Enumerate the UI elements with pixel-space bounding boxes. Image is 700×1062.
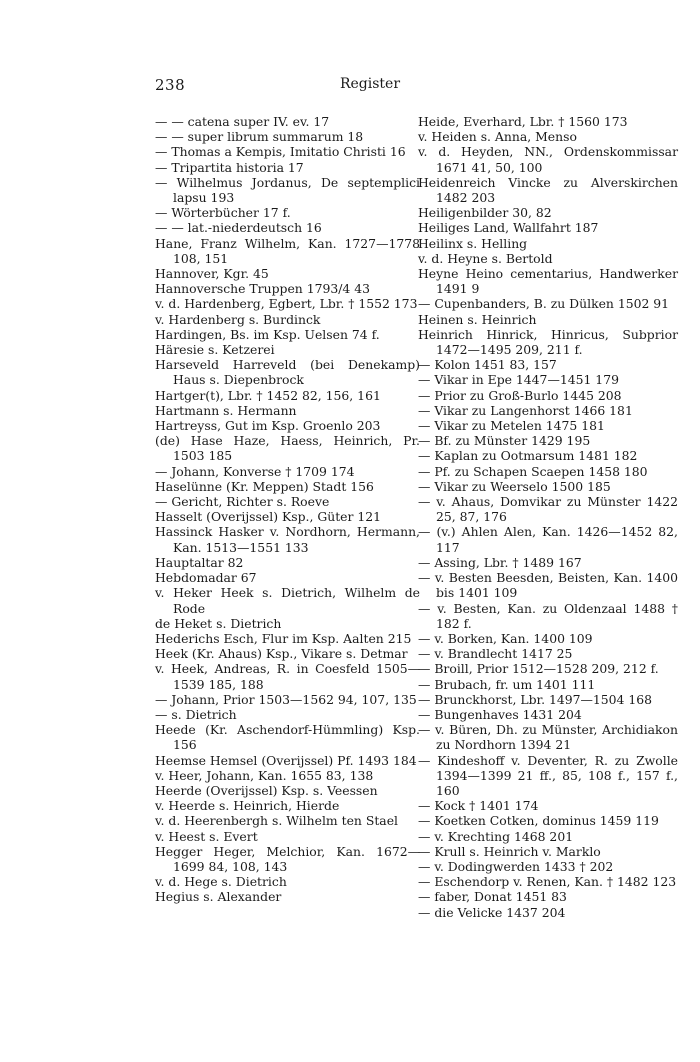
index-entry: Heede (Kr. Aschendorf-Hümmling) Ksp. 156: [155, 722, 420, 753]
index-entry: — Kaplan zu Ootmarsum 1481 182: [418, 448, 638, 464]
index-entry: Hasselt (Overijssel) Ksp., Güter 121: [155, 509, 382, 525]
index-entry: v. d. Heyden, NN., Ordenskommissar 1671 41, 50, 100: [418, 144, 678, 175]
index-entry: v. d. Heyne s. Bertold: [418, 250, 553, 266]
index-entry: Heyne Heino cementarius, Handwerker 1491 9: [418, 266, 678, 297]
index-entry: — Prior zu Groß-Burlo 1445 208: [418, 387, 622, 403]
index-entry: Heidenreich Vincke zu Alverskirchen 1482 203: [418, 174, 678, 206]
index-entry: — v. Ahaus, Domvikar zu Münster 1422 25, 87, 176: [418, 494, 678, 525]
index-entry: — Pf. zu Schapen Scaepen 1458 180: [418, 463, 648, 479]
index-entry: — Eschendorp v. Renen, Kan. † 1482 123: [418, 874, 677, 890]
index-entry: Heerde (Overijssel) Ksp. s. Veessen: [155, 782, 378, 798]
index-entry: — Vikar in Epe 1447—1451 179: [418, 372, 619, 388]
index-entry: Häresie s. Ketzerei: [155, 342, 275, 358]
index-entry: — Vikar zu Langenhorst 1466 181: [418, 402, 633, 418]
index-entry: Hebdomadar 67: [155, 570, 257, 586]
index-entry: — v. Besten, Kan. zu Oldenzaal 1488 † 182 f.: [418, 600, 678, 631]
index-entry: — Wilhelmus Jordanus, De septemplici lapsu 193: [155, 174, 420, 206]
index-entry: — v. Dodingwerden 1433 † 202: [418, 858, 614, 874]
index-entry: (de) Hase Haze, Haess, Heinrich, Pr. 1503 185: [155, 433, 420, 464]
index-entry: Hegger Heger, Melchior, Kan. 1672—1699 84, 108, 143: [155, 843, 420, 874]
index-entry: — Broill, Prior 1512—1528 209, 212 f.: [418, 661, 659, 677]
index-entry: Hartmann s. Hermann: [155, 402, 297, 418]
index-entry: — Johann, Prior 1503—1562 94, 107, 135: [155, 691, 417, 707]
index-entry: v. Heer, Johann, Kan. 1655 83, 138: [155, 767, 374, 783]
index-entry: — Brubach, fr. um 1401 111: [418, 676, 596, 692]
index-entry: v. Heker Heek s. Dietrich, Wilhelm de Rode: [155, 585, 420, 616]
index-entry: Heilinx s. Helling: [418, 235, 528, 251]
index-entry: Heinrich Hinrick, Hinricus, Subprior 1472—1495 209, 211 f.: [418, 326, 678, 358]
index-entry: Hardingen, Bs. im Ksp. Uelsen 74 f.: [155, 326, 380, 342]
index-entry: — s. Dietrich: [155, 706, 237, 722]
index-entry: Hassinck Hasker v. Nordhorn, Hermann, Kan. 1513—1551 133: [155, 524, 420, 555]
index-column-left: [155, 114, 420, 905]
index-entry: — Koetken Cotken, dominus 1459 119: [418, 813, 659, 829]
index-entry: — Kindeshoff v. Deventer, R. zu Zwolle 1394—1399 21 ff., 85, 108 f., 157 f., 160: [418, 752, 678, 798]
index-column-right: [418, 114, 678, 920]
index-entry: — Wörterbücher 17 f.: [155, 205, 291, 221]
index-entry: — die Velicke 1437 204: [418, 904, 566, 920]
index-entry: — Thomas a Kempis, Imitatio Christi 16: [155, 144, 406, 160]
index-entry: Heiliges Land, Wallfahrt 187: [418, 220, 599, 236]
index-entry: — — catena super IV. ev. 17: [155, 114, 330, 129]
page-number: 238: [155, 76, 186, 94]
index-entry: Hannover, Kgr. 45: [155, 266, 269, 282]
index-entry: — v. Besten Beesden, Beisten, Kan. 1400 bis 1401 109: [418, 570, 678, 601]
index-entry: v. d. Hardenberg, Egbert, Lbr. † 1552 173: [155, 296, 418, 312]
index-entry: — — lat.-niederdeutsch 16: [155, 220, 322, 236]
index-entry: — v. Krechting 1468 201: [418, 828, 574, 844]
running-title: Register: [339, 76, 401, 92]
index-entry: v. Heest s. Evert: [155, 828, 258, 844]
index-entry: Heiligenbilder 30, 82: [418, 205, 552, 221]
index-entry: v. Heiden s. Anna, Menso: [418, 129, 577, 145]
index-entry: Hartger(t), Lbr. † 1452 82, 156, 161: [155, 387, 381, 403]
index-entry: — Tripartita historia 17: [155, 159, 304, 175]
index-entry: Hauptaltar 82: [155, 554, 244, 570]
index-entry: Harseveld Harreveld (bei Denekamp) Haus s. Diepenbrock: [155, 357, 420, 388]
index-entry: — Assing, Lbr. † 1489 167: [418, 554, 582, 570]
index-entry: — faber, Donat 1451 83: [418, 889, 567, 905]
index-entry: v. Heerde s. Heinrich, Hierde: [155, 798, 340, 814]
index-entry: — Gericht, Richter s. Roeve: [155, 494, 330, 510]
index-entry: Hartreyss, Gut im Ksp. Groenlo 203: [155, 418, 381, 434]
index-entry: Heide, Everhard, Lbr. † 1560 173: [418, 114, 628, 129]
index-entry: — Vikar zu Weerselo 1500 185: [418, 478, 611, 494]
index-entry: v. Hardenberg s. Burdinck: [155, 311, 321, 327]
index-entry: — Kolon 1451 83, 157: [418, 357, 557, 373]
index-entry: v. d. Hege s. Dietrich: [155, 874, 287, 890]
index-entry: — — super librum summarum 18: [155, 129, 364, 145]
index-entry: — Johann, Konverse † 1709 174: [155, 463, 355, 479]
index-entry: Heinen s. Heinrich: [418, 311, 537, 327]
index-entry: v. Heek, Andreas, R. in Coesfeld 1505—1539 185, 188: [155, 661, 420, 692]
index-entry: Hannoversche Truppen 1793/4 43: [155, 281, 370, 297]
index-entry: v. d. Heerenbergh s. Wilhelm ten Stael: [155, 813, 398, 829]
index-entry: — v. Borken, Kan. 1400 109: [418, 630, 593, 646]
index-entry: Hederichs Esch, Flur im Ksp. Aalten 215: [155, 630, 412, 646]
index-entry: Heek (Kr. Ahaus) Ksp., Vikare s. Detmar: [155, 646, 408, 662]
index-entry: Haselünne (Kr. Meppen) Stadt 156: [155, 478, 374, 494]
index-entry: — Cupenbanders, B. zu Dülken 1502 91: [418, 296, 670, 312]
index-entry: de Heket s. Dietrich: [155, 615, 282, 631]
page-header: [155, 76, 585, 94]
index-entry: Hegius s. Alexander: [155, 889, 282, 905]
index-entry: — Brunckhorst, Lbr. 1497—1504 168: [418, 691, 652, 707]
index-entry: — (v.) Ahlen Alen, Kan. 1426—1452 82, 117: [418, 524, 678, 555]
index-entry: — v. Büren, Dh. zu Münster, Archidiakon zu Nordhorn 1394 21: [418, 722, 678, 753]
index-entry: Heemse Hemsel (Overijssel) Pf. 1493 184: [155, 752, 417, 768]
index-entry: — Vikar zu Metelen 1475 181: [418, 418, 605, 434]
index-entry: — Krull s. Heinrich v. Marklo: [418, 843, 601, 859]
index-entry: — Kock † 1401 174: [418, 798, 539, 814]
index-entry: Hane, Franz Wilhelm, Kan. 1727—1778 108, 151: [155, 235, 420, 266]
index-entry: — Bf. zu Münster 1429 195: [418, 433, 591, 449]
index-entry: — Bungenhaves 1431 204: [418, 706, 582, 722]
index-entry: — v. Brandlecht 1417 25: [418, 646, 573, 662]
